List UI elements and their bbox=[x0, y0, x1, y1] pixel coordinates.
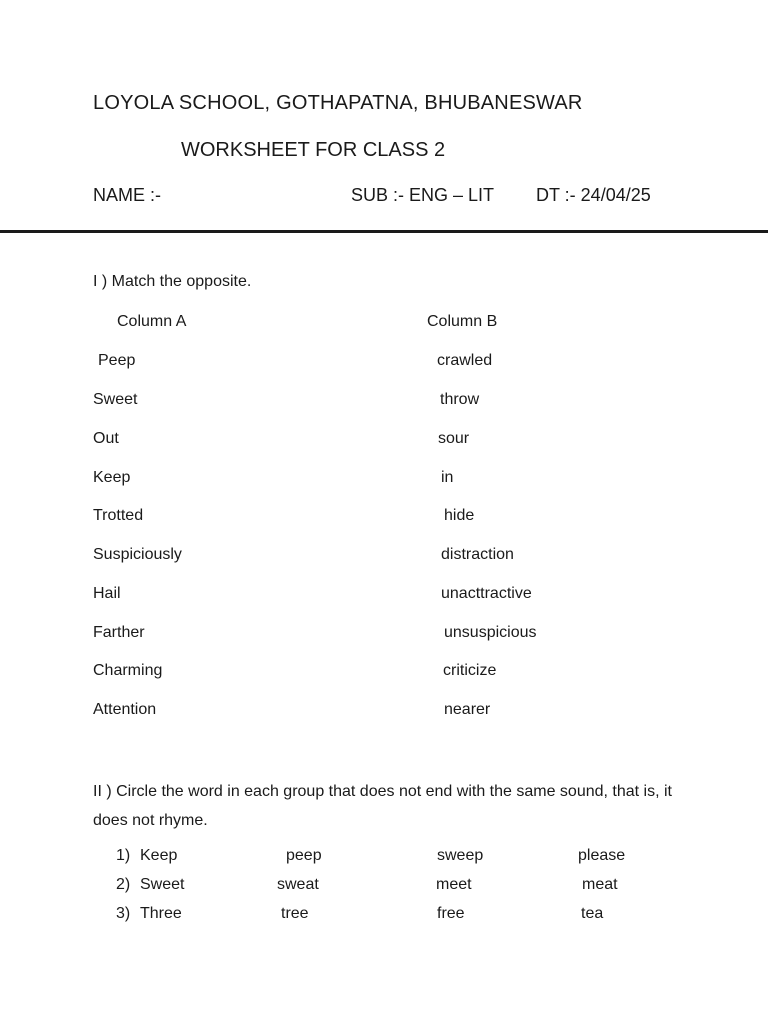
col-b-item: hide bbox=[444, 507, 475, 524]
word-option[interactable]: tree bbox=[281, 905, 309, 922]
col-a-item: Farther bbox=[93, 624, 145, 641]
date-label: DT :- 24/04/25 bbox=[536, 185, 651, 205]
word-option[interactable]: free bbox=[437, 905, 465, 922]
word-option[interactable]: Three bbox=[140, 905, 182, 922]
word-option[interactable]: sweep bbox=[437, 847, 484, 864]
subject-label: SUB :- ENG – LIT bbox=[351, 185, 495, 205]
group-number: 2) bbox=[116, 876, 131, 893]
word-option[interactable]: sweat bbox=[277, 876, 319, 893]
word-option[interactable]: Keep bbox=[140, 847, 178, 864]
name-label: NAME :- bbox=[93, 185, 162, 205]
col-b-item: nearer bbox=[444, 701, 491, 718]
word-option[interactable]: meat bbox=[582, 876, 618, 893]
col-b-item: sour bbox=[438, 430, 470, 447]
col-a-item: Attention bbox=[93, 701, 157, 718]
col-b-item: crawled bbox=[437, 352, 493, 369]
q1-heading: I ) Match the opposite. bbox=[93, 273, 252, 290]
col-a-item: Trotted bbox=[93, 507, 144, 524]
col-a-item: Peep bbox=[98, 352, 136, 369]
col-a-item: Out bbox=[93, 430, 119, 447]
word-option[interactable]: Sweet bbox=[140, 876, 185, 893]
column-a-header: Column A bbox=[117, 313, 187, 330]
group-number: 1) bbox=[116, 847, 131, 864]
col-b-item: criticize bbox=[443, 662, 497, 679]
col-b-item: throw bbox=[440, 391, 480, 408]
col-a-item: Keep bbox=[93, 469, 131, 486]
school-name: LOYOLA SCHOOL, GOTHAPATNA, BHUBANESWAR bbox=[93, 92, 583, 114]
header-divider bbox=[0, 230, 768, 233]
word-option[interactable]: tea bbox=[581, 905, 604, 922]
worksheet-title: WORKSHEET FOR CLASS 2 bbox=[181, 139, 446, 161]
q2-heading: II ) Circle the word in each group that does not end with the same sound, that is, it does not rhyme. bbox=[93, 783, 672, 829]
col-b-item: in bbox=[441, 469, 454, 486]
col-b-item: unsuspicious bbox=[444, 624, 537, 641]
word-option[interactable]: meet bbox=[436, 876, 472, 893]
word-option[interactable]: please bbox=[578, 847, 626, 864]
col-a-item: Suspiciously bbox=[93, 546, 182, 563]
column-b-header: Column B bbox=[427, 313, 498, 330]
col-b-item: distraction bbox=[441, 546, 514, 563]
word-option[interactable]: peep bbox=[286, 847, 322, 864]
col-a-item: Charming bbox=[93, 662, 163, 679]
col-a-item: Sweet bbox=[93, 391, 138, 408]
col-a-item: Hail bbox=[93, 585, 121, 602]
group-number: 3) bbox=[116, 905, 131, 922]
col-b-item: unacttractive bbox=[441, 585, 532, 602]
